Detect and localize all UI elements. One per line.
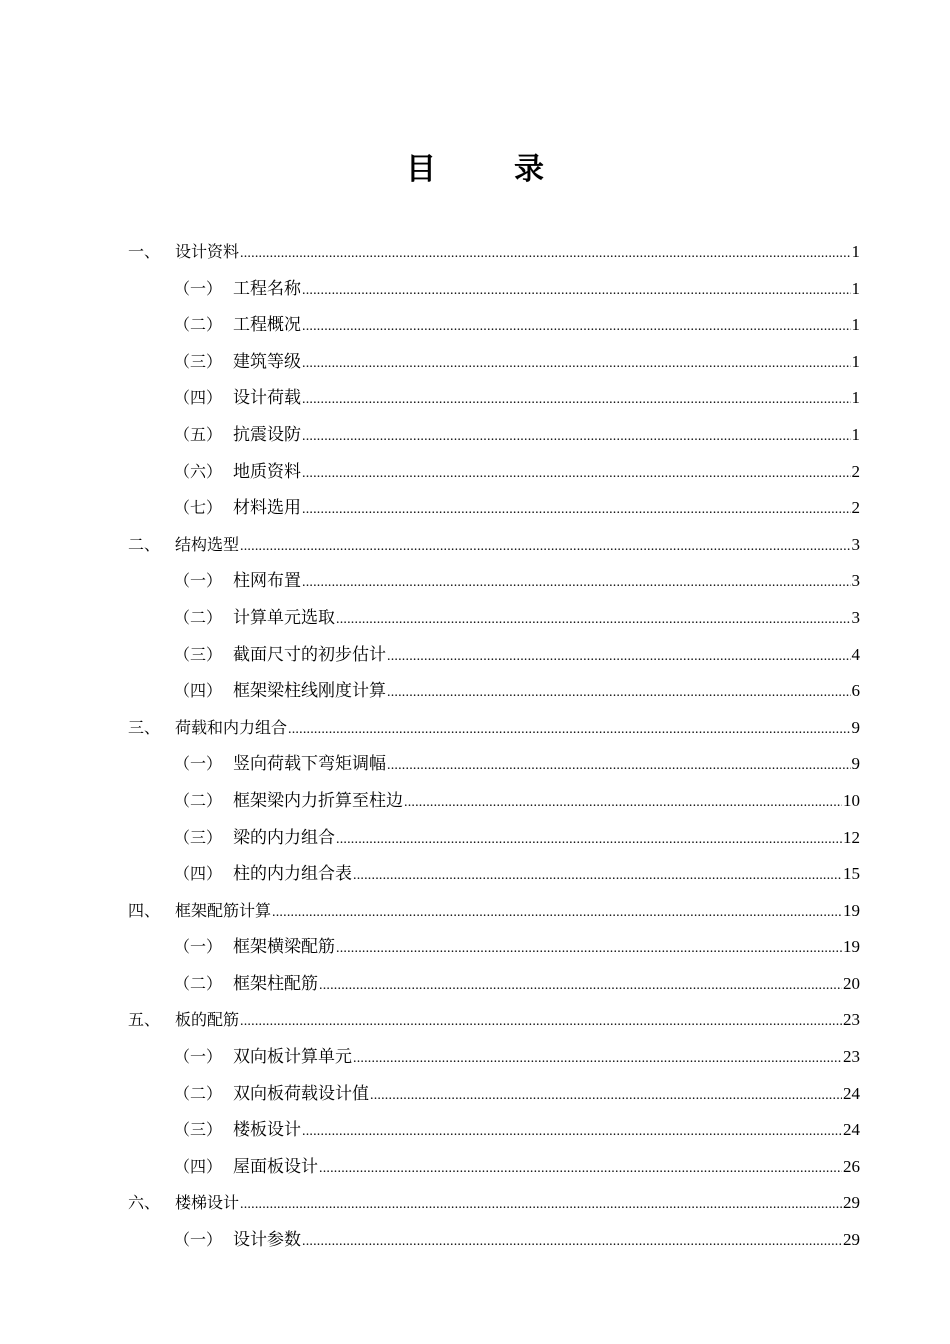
toc-entry-number: （三） xyxy=(174,1120,223,1140)
toc-dot-leader xyxy=(240,236,850,273)
toc-page-number: 10 xyxy=(843,790,860,810)
toc-section-entry[interactable] xyxy=(128,527,860,564)
toc-page-number: 1 xyxy=(851,351,860,371)
toc-title: 目 录 xyxy=(406,152,568,187)
toc-dot-leader xyxy=(387,675,851,712)
toc-dot-leader xyxy=(387,639,851,676)
toc-entry-number: （四） xyxy=(174,1156,223,1176)
toc-entry-label: 柱网布置 xyxy=(233,571,301,592)
toc-subsection-entry[interactable] xyxy=(128,1076,860,1113)
toc-dot-leader xyxy=(240,1004,842,1041)
toc-subsection-entry[interactable] xyxy=(128,1039,860,1076)
toc-subsection-entry[interactable] xyxy=(128,820,860,857)
toc-page-number: 3 xyxy=(851,534,860,554)
toc-entry-label: 工程名称 xyxy=(233,278,301,299)
toc-dot-leader xyxy=(302,1224,842,1261)
toc-subsection-entry[interactable] xyxy=(128,637,860,674)
toc-subsection-entry[interactable] xyxy=(128,1112,860,1149)
toc-entry-number: 五、 xyxy=(128,1010,161,1030)
toc-entry-number: （四） xyxy=(174,388,223,408)
toc-page-number: 15 xyxy=(843,864,860,884)
toc-subsection-entry[interactable] xyxy=(128,563,860,600)
toc-dot-leader xyxy=(336,822,842,859)
toc-subsection-entry[interactable] xyxy=(128,307,860,344)
toc-entry-number: （二） xyxy=(174,790,223,810)
toc-entry-label: 框架梁内力折算至柱边 xyxy=(233,790,403,811)
toc-dot-leader xyxy=(302,346,851,383)
toc-dot-leader xyxy=(302,273,851,310)
toc-entry-label: 荷载和内力组合 xyxy=(175,717,288,737)
toc-dot-leader xyxy=(302,1114,842,1151)
toc-entry-number: （二） xyxy=(174,315,223,335)
toc-page-number: 3 xyxy=(851,571,860,591)
toc-entry-label: 竖向荷载下弯矩调幅 xyxy=(233,754,386,775)
toc-dot-leader xyxy=(302,419,851,456)
toc-page-number: 20 xyxy=(843,973,860,993)
toc-page-number: 6 xyxy=(851,681,860,701)
toc-entry-number: （二） xyxy=(174,607,223,627)
toc-entry-label: 板的配筋 xyxy=(175,1010,240,1030)
toc-dot-leader xyxy=(370,1078,842,1115)
toc-entry-number: （七） xyxy=(174,498,223,518)
toc-entry-number: （三） xyxy=(174,827,223,847)
toc-entry-label: 框架梁柱线刚度计算 xyxy=(233,681,386,702)
toc-subsection-entry[interactable] xyxy=(128,1149,860,1186)
toc-subsection-entry[interactable] xyxy=(128,490,860,527)
toc-page-number: 1 xyxy=(851,278,860,298)
toc-page-number: 2 xyxy=(851,461,860,481)
toc-entry-label: 双向板计算单元 xyxy=(233,1047,352,1068)
toc-subsection-entry[interactable] xyxy=(128,929,860,966)
toc-entry-number: 四、 xyxy=(128,900,161,920)
toc-entry-number: （一） xyxy=(174,278,223,298)
toc-page-number: 9 xyxy=(851,717,860,737)
toc-entry-number: 一、 xyxy=(128,242,161,261)
toc-dot-leader xyxy=(404,785,842,822)
toc-entry-number: （三） xyxy=(174,644,223,664)
toc-section-entry[interactable] xyxy=(128,1185,860,1222)
toc-dot-leader xyxy=(302,382,851,419)
toc-page-number: 19 xyxy=(843,937,860,957)
toc-page-number: 19 xyxy=(843,900,860,920)
toc-page-number: 23 xyxy=(843,1010,860,1030)
toc-entry-number: （五） xyxy=(174,424,223,444)
toc-entry-label: 双向板荷载设计值 xyxy=(233,1083,369,1104)
toc-subsection-entry[interactable] xyxy=(128,746,860,783)
toc-entry-number: 三、 xyxy=(128,717,161,737)
toc-page-number: 26 xyxy=(843,1156,860,1176)
toc-page-number: 1 xyxy=(851,242,860,261)
toc-dot-leader xyxy=(240,529,850,566)
toc-entry-number: （一） xyxy=(174,571,223,591)
toc-entry-number: （一） xyxy=(174,754,223,774)
toc-dot-leader xyxy=(319,1151,842,1188)
toc-entry-number: 六、 xyxy=(128,1193,161,1213)
toc-dot-leader xyxy=(288,712,850,749)
toc-subsection-entry[interactable] xyxy=(128,454,860,491)
toc-entry-label: 屋面板设计 xyxy=(233,1156,318,1177)
toc-section-entry[interactable] xyxy=(128,1002,860,1039)
toc-page-number: 1 xyxy=(851,315,860,335)
toc-entry-number: （二） xyxy=(174,973,223,993)
toc-entry-label: 框架柱配筋 xyxy=(233,973,318,994)
toc-dot-leader xyxy=(319,968,842,1005)
toc-entry-label: 抗震设防 xyxy=(233,424,301,445)
toc-page-number: 23 xyxy=(843,1047,860,1067)
toc-entry-number: （一） xyxy=(174,1047,223,1067)
toc-dot-leader xyxy=(353,858,842,895)
toc-entry-number: （六） xyxy=(174,461,223,481)
toc-page-number: 9 xyxy=(851,754,860,774)
toc-page-number: 3 xyxy=(851,607,860,627)
toc-section-entry[interactable] xyxy=(128,234,860,271)
toc-entry-label: 柱的内力组合表 xyxy=(233,864,352,885)
toc-entry-number: （三） xyxy=(174,351,223,371)
toc-entry-number: （一） xyxy=(174,1230,223,1250)
toc-page-number: 24 xyxy=(843,1083,860,1103)
toc-subsection-entry[interactable] xyxy=(128,380,860,417)
toc-dot-leader xyxy=(302,309,851,346)
toc-entry-label: 结构选型 xyxy=(175,534,240,554)
toc-dot-leader xyxy=(240,1187,842,1224)
toc-section-entry[interactable] xyxy=(128,893,860,930)
toc-entry-number: （一） xyxy=(174,937,223,957)
toc-entry-label: 设计参数 xyxy=(233,1230,301,1251)
toc-page-number: 24 xyxy=(843,1120,860,1140)
toc-page-number: 4 xyxy=(851,644,860,664)
toc-page-number: 29 xyxy=(843,1193,860,1213)
toc-subsection-entry[interactable] xyxy=(128,600,860,637)
toc-entry-label: 设计资料 xyxy=(175,242,240,261)
toc-subsection-entry[interactable] xyxy=(128,1222,860,1259)
toc-entry-label: 计算单元选取 xyxy=(233,607,335,628)
toc-dot-leader xyxy=(336,931,842,968)
toc-page-number: 1 xyxy=(851,424,860,444)
toc-dot-leader xyxy=(302,565,851,602)
toc-entry-label: 楼梯设计 xyxy=(175,1193,240,1213)
toc-entry-label: 梁的内力组合 xyxy=(233,827,335,848)
toc-dot-leader xyxy=(302,492,851,529)
toc-entry-label: 框架配筋计算 xyxy=(175,900,272,920)
toc-page-number: 2 xyxy=(851,498,860,518)
toc-subsection-entry[interactable] xyxy=(128,966,860,1003)
toc-dot-leader xyxy=(353,1041,842,1078)
toc-subsection-entry[interactable] xyxy=(128,344,860,381)
table-of-contents xyxy=(128,234,860,1259)
toc-entry-label: 设计荷载 xyxy=(233,388,301,409)
toc-page-number: 1 xyxy=(851,388,860,408)
toc-entry-label: 地质资料 xyxy=(233,461,301,482)
toc-subsection-entry[interactable] xyxy=(128,783,860,820)
toc-section-entry[interactable] xyxy=(128,710,860,747)
toc-entry-label: 楼板设计 xyxy=(233,1120,301,1141)
toc-subsection-entry[interactable] xyxy=(128,417,860,454)
toc-entry-number: （二） xyxy=(174,1083,223,1103)
toc-entry-label: 工程概况 xyxy=(233,315,301,336)
toc-dot-leader xyxy=(387,748,851,785)
toc-entry-label: 截面尺寸的初步估计 xyxy=(233,644,386,665)
toc-subsection-entry[interactable] xyxy=(128,673,860,710)
toc-page-number: 12 xyxy=(843,827,860,847)
toc-entry-label: 框架横梁配筋 xyxy=(233,937,335,958)
toc-subsection-entry[interactable] xyxy=(128,271,860,308)
toc-dot-leader xyxy=(336,602,851,639)
toc-entry-number: （四） xyxy=(174,864,223,884)
toc-page-number: 29 xyxy=(843,1230,860,1250)
toc-dot-leader xyxy=(272,895,842,932)
toc-subsection-entry[interactable] xyxy=(128,856,860,893)
toc-entry-label: 材料选用 xyxy=(233,498,301,519)
toc-dot-leader xyxy=(302,456,851,493)
toc-entry-number: （四） xyxy=(174,681,223,701)
toc-entry-label: 建筑等级 xyxy=(233,351,301,372)
toc-entry-number: 二、 xyxy=(128,534,161,554)
